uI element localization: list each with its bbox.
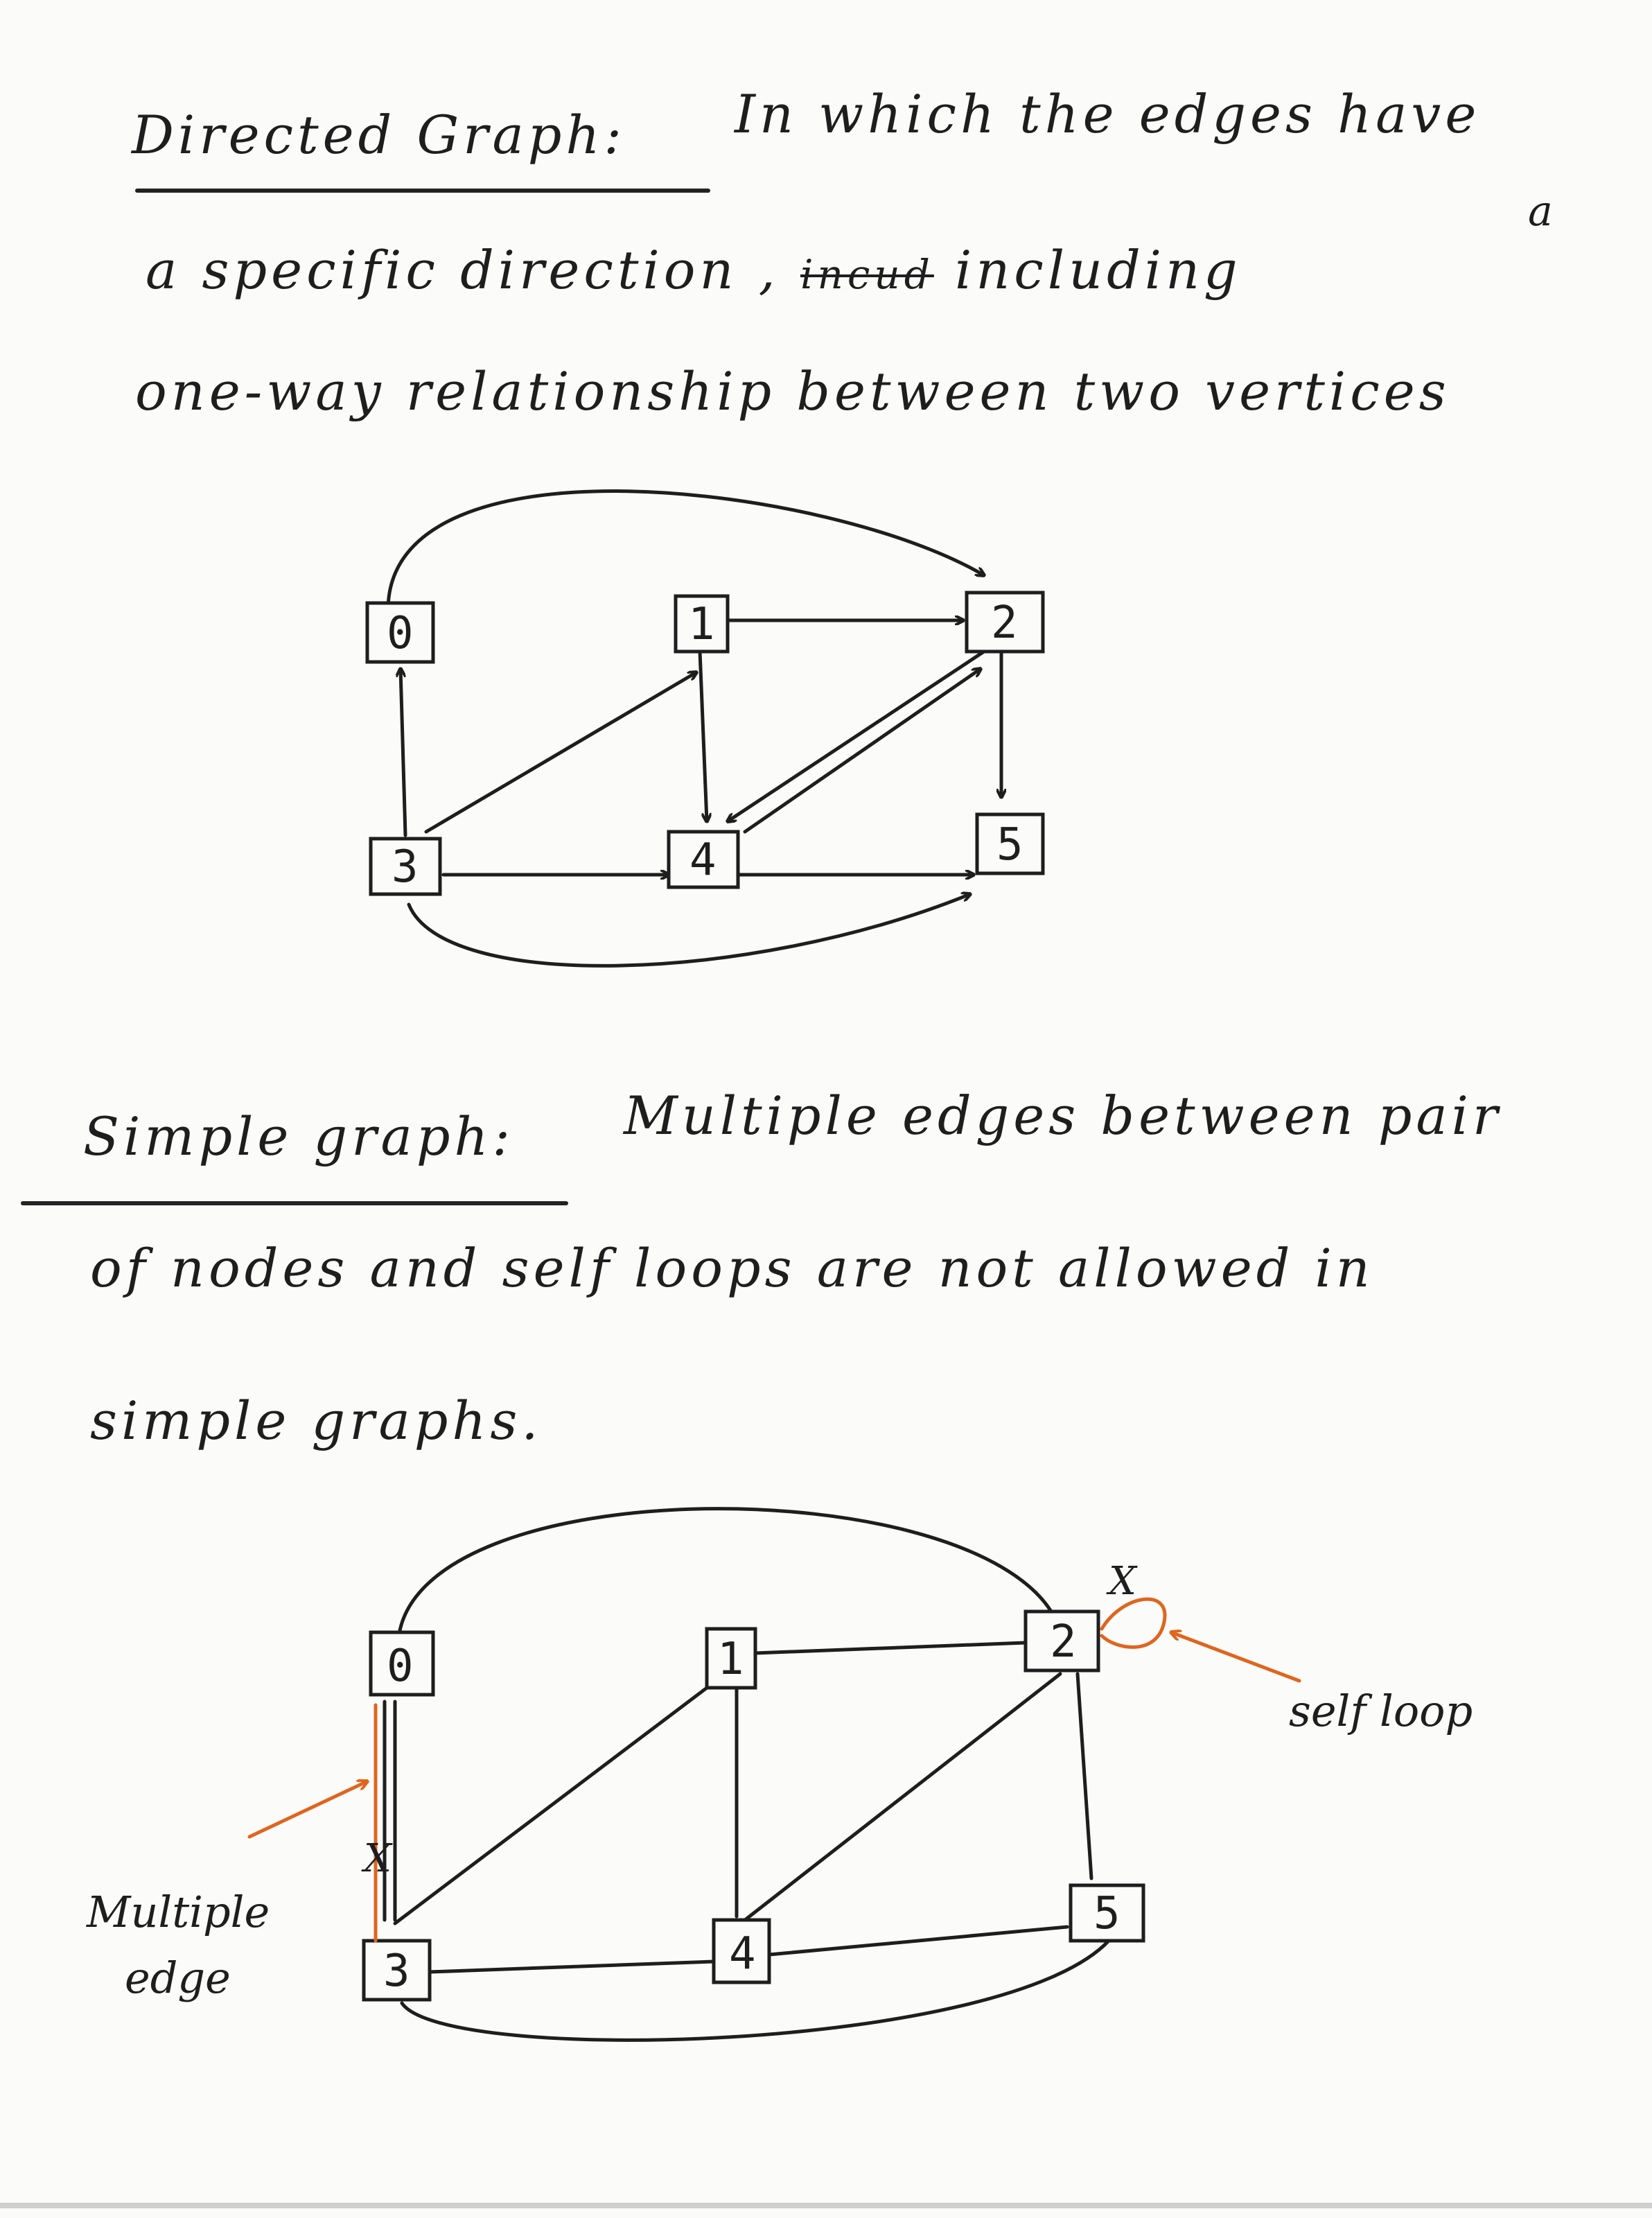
edge-3-1: [395, 1677, 721, 1923]
inserted-a: a: [1528, 187, 1553, 236]
node-1-label-2: 1: [717, 1634, 744, 1685]
text-line-6: simple graphs.: [90, 1390, 543, 1451]
text-line-4: Multiple edges between pair: [624, 1085, 1502, 1146]
edge-2-to-4-a: [728, 652, 984, 821]
node-4-label-2: 4: [729, 1928, 756, 1980]
cross-mark-loop: X: [1109, 1559, 1136, 1604]
multiple-edge-label-2: edge: [125, 1953, 231, 2003]
text-line-5: of nodes and self loops are not allowed in: [90, 1237, 1374, 1299]
heading-directed-graph: Directed Graph:: [132, 104, 626, 166]
self-loop-pointer: [1171, 1632, 1299, 1681]
multiple-edge-pointer: [249, 1781, 367, 1837]
edge-1-2: [755, 1643, 1026, 1653]
text-line-2-post: including: [955, 239, 1242, 301]
node-5-label-2: 5: [1093, 1888, 1121, 1939]
heading-simple-graph: Simple graph:: [83, 1106, 515, 1167]
node-3-label-2: 3: [383, 1946, 410, 1997]
edge-4-to-2-b: [745, 669, 981, 832]
edge-1-to-4: [700, 652, 707, 821]
directed-graph: [367, 491, 1043, 966]
text-line-3: one-way relationship between two vertices: [135, 360, 1450, 422]
edge-2-5: [1078, 1674, 1091, 1878]
text-line-2-pre: a specific direction ,: [146, 239, 780, 301]
edge-3-to-5: [409, 894, 970, 966]
node-0-label-2: 0: [387, 1641, 414, 1692]
node-2-label-2: 2: [1050, 1616, 1077, 1668]
edge-0-to-2: [388, 491, 984, 610]
node-2-label: 2: [991, 597, 1018, 649]
self-loop-label: self loop: [1289, 1686, 1473, 1736]
multiple-edge-label-1: Multiple: [87, 1887, 270, 1937]
cross-mark-edge: X: [364, 1836, 392, 1881]
edge-3-to-0: [401, 669, 405, 835]
edge-4-5: [769, 1927, 1067, 1955]
node-5-label: 5: [996, 819, 1023, 871]
edge-3-4: [430, 1962, 714, 1972]
node-1-label: 1: [688, 599, 715, 650]
edge-3-to-1: [426, 672, 696, 832]
edge-0-2-curve: [398, 1509, 1053, 1639]
page-bottom-edge: [0, 2203, 1652, 2208]
node-0-label: 0: [387, 608, 414, 659]
self-loop-circle: [1102, 1599, 1165, 1647]
node-3-label: 3: [392, 841, 419, 893]
edge-4-2: [745, 1674, 1060, 1920]
node-4-label: 4: [689, 835, 717, 886]
text-line-1: In which the edges have: [735, 83, 1481, 145]
struck-word: incud: [800, 251, 934, 298]
